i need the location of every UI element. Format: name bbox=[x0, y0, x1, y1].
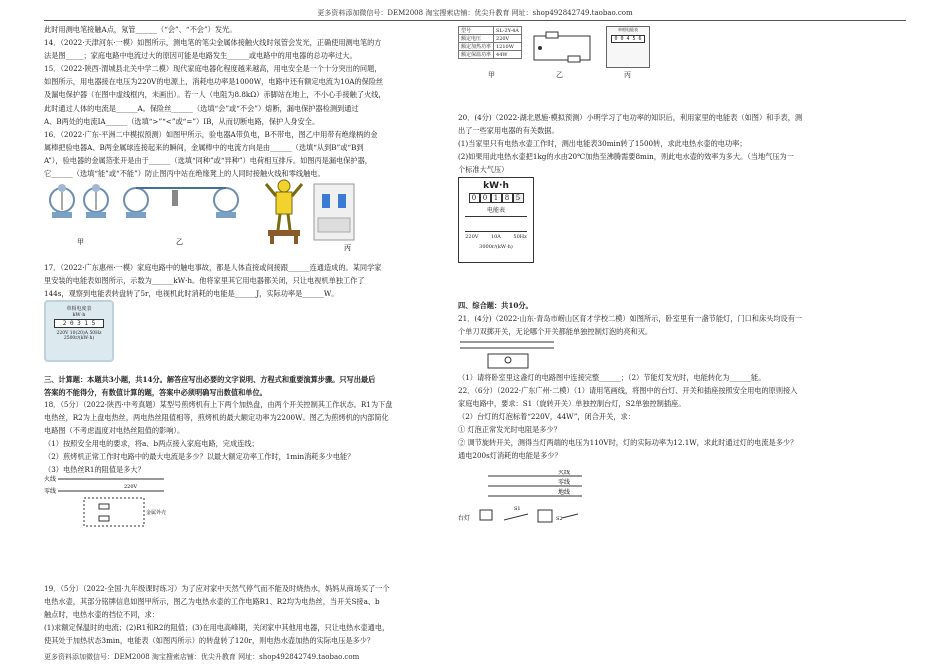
meter-rotor bbox=[465, 216, 527, 232]
text-line: 它______（选填“能”或“不能”）防止图丙中站在绝缘凳上的人同时接触火线和零线触电。 bbox=[44, 169, 325, 179]
q21-circuit bbox=[458, 338, 558, 372]
text-line: （2）煎烤机正常工作时电路中的最大电流是多少？以最大额定功率工作时，1min消耗多少电能？ bbox=[44, 452, 355, 462]
section-4 bbox=[458, 300, 868, 313]
svg-text:220V: 220V bbox=[124, 484, 138, 490]
text-line: 通电200s灯消耗的电能是多少？ bbox=[458, 451, 562, 461]
meter-digit-row bbox=[459, 193, 533, 203]
q20-meter bbox=[458, 177, 534, 263]
q21-block bbox=[458, 313, 868, 339]
nameplate-table: 型号 SL-2Y-4A 额定电压 220V 额定加热功率 1210W 额定保温功率 44W bbox=[458, 26, 522, 59]
meter-name: 电能表 bbox=[486, 207, 505, 214]
text-line: （1）按照安全用电的要求，将a、b两点接入家庭电路，完成连线； bbox=[44, 439, 259, 449]
caption-jia: 甲 bbox=[488, 71, 495, 79]
header-rule bbox=[44, 20, 906, 21]
caption-yi: 乙 bbox=[176, 238, 183, 246]
left-column bbox=[44, 24, 444, 181]
text-line: A、B两处的电流IA______（选填“>”“<”或“=”）IB，从而切断电路，保护人身安全。 bbox=[44, 116, 320, 126]
page-header: 更多资料添加微信号：DEM2008 淘宝搜索店铺：优尖升教育 网址：shop492842749.taobao.com bbox=[317, 9, 633, 17]
text-line: 电热丝，R2为上盘电热丝，两电热丝阻值相等，煎烤机的最大额定功率为2200W。图乙为煎烤机的内部简化 bbox=[44, 413, 389, 423]
text-line: 电热水壶，其部分铭牌信息如图甲所示，图乙为电热水壶的工作电路R1、R2均为电热丝，当开关S接a、b bbox=[44, 597, 380, 607]
caption-jia: 甲 bbox=[77, 238, 84, 246]
meter-specs: 220V 10A 50Hz bbox=[465, 234, 527, 240]
text-line: 使其处于加热状态3min，电能表（如图丙所示）的转盘转了120r，则电热水壶加热的实际电压是多少？ bbox=[44, 636, 375, 646]
text-line: （3）电热丝R1的阻值是多大？ bbox=[44, 465, 145, 475]
text-line: 及漏电保护器（在图中虚线框内，未画出）。若一人（电阻为8.8kΩ）赤脚站在地上，不小心手接触了火线， bbox=[44, 90, 386, 100]
text-line: 电路图（不考虑温度对电热丝阻值的影响）。 bbox=[44, 426, 185, 436]
q22-block bbox=[458, 385, 868, 464]
leakage-protector-icon bbox=[314, 184, 354, 240]
text-line: (1)当家里只有电热水壶工作时，测出电能表30min转了1500转，求此电热水壶的电功率； bbox=[458, 139, 747, 149]
text-line: 个单刀双掷开关，无论哪个开关都能单独控制灯泡的亮和灭。 bbox=[458, 327, 653, 337]
text-line: 此时用测电笔接触A点，氖管______（“会”、“不会”）发光。 bbox=[44, 25, 237, 34]
q19-block bbox=[44, 583, 444, 648]
svg-text:金属外壳: 金属外壳 bbox=[146, 510, 167, 516]
text-line: 18．（5分）（2022·陕西·中考真题）某型号煎烤机有上下两个加热盘，由两个开关控制其工作状态。R1为下盘 bbox=[44, 400, 393, 409]
text-line: 144s，观察到电能表转盘转了5r，电视机此时消耗的电能是______J，实际功率是______W。 bbox=[44, 289, 339, 299]
text-line: 里安装的电能表如图所示，示数为______kW·h。他将家里其它用电器都关闭，只让电视机单独工作了 bbox=[44, 276, 365, 286]
meter19-icon: 单相电能表 0 0 4 5 6 bbox=[606, 26, 650, 68]
svg-text:台灯: 台灯 bbox=[458, 515, 471, 522]
svg-text:S1: S1 bbox=[514, 506, 521, 512]
connected-electroscopes-icon bbox=[124, 188, 238, 218]
meter-digits: 2 0 3 1 5 bbox=[54, 319, 104, 328]
q18-block bbox=[44, 399, 444, 478]
text-line: 21．(4分)（2022·山东·青岛市崂山区育才学校二模）如图所示，卧室里有一盏节能灯，门口和床头均设有一 bbox=[458, 314, 803, 323]
section-heading: 四、综合题：共10分。 bbox=[458, 301, 533, 310]
meter-rev: 2500r/(kW·h) bbox=[63, 336, 95, 341]
text-line: 如图所示，用电器接在电压为220V的电源上，消耗电功率是1000W，电路中还有额定电流为10A的保险丝 bbox=[44, 77, 384, 87]
meter-digit: 1 bbox=[491, 193, 502, 203]
svg-text:火线: 火线 bbox=[558, 470, 571, 476]
section-heading: 三、计算题：本题共3小题，共14分。解答应写出必要的文字说明、方程式和重要演算步骤。只写出最后 bbox=[44, 375, 376, 384]
text-line: （1）请将卧室里这盏灯的电路图中连接完整______；（2）节能灯发光时，电能转化为______能。 bbox=[458, 373, 766, 382]
meter-digit: 5 bbox=[513, 193, 524, 203]
text-line: 个标准大气压） bbox=[458, 165, 509, 175]
section-heading: 答案的不能得分，有数值计算的题，答案中必须明确写出数值和单位。 bbox=[44, 388, 267, 398]
q17-block bbox=[44, 262, 444, 301]
meter-digit: 0 bbox=[469, 193, 480, 203]
text-line: 此时通过人体的电流是______A。保险丝______（选填“会”或“不会”）熔断，漏电保护器检测到通过 bbox=[44, 103, 359, 113]
text-line: 家庭电路中，要求：S1（旋转开关）单独控制台灯，S2单独控制插座。 bbox=[458, 399, 686, 409]
text-line: 14．（2022·天津河东·一模）如图所示，测电笔的笔尖金属体接触火线时氖管会发光，正确使用测电笔的方 bbox=[44, 38, 382, 48]
svg-text:火线: 火线 bbox=[44, 476, 57, 483]
meter-unit: kW·h bbox=[483, 181, 509, 191]
caption-bing: 丙 bbox=[624, 71, 631, 79]
q22-circuit bbox=[458, 470, 588, 544]
text-line: 17．（2022·广东惠州·一模）家庭电路中的触电事故，都是人体直接或间接跟______连通造成的。某同学家 bbox=[44, 263, 382, 272]
heater-circuit-icon bbox=[528, 30, 598, 66]
svg-text:地线: 地线 bbox=[558, 489, 571, 496]
q19-figures bbox=[458, 26, 642, 79]
q18-circuit bbox=[44, 474, 184, 534]
svg-text:零线: 零线 bbox=[558, 479, 571, 486]
desk-lamp-icon bbox=[480, 510, 492, 520]
page-footer: 更多资料添加微信号：DEM2008 淘宝搜索店铺：优尖升教育 网址：shop492842749.taobao.com bbox=[44, 653, 360, 661]
text-line: （2）台灯的灯泡标着“220V，44W”，闭合开关，求： bbox=[458, 412, 635, 422]
section-3 bbox=[44, 374, 444, 400]
q17-meter bbox=[44, 300, 114, 362]
meter-digit: 0 bbox=[480, 193, 491, 203]
q16-figures bbox=[44, 178, 374, 254]
electroscope-a-icon bbox=[50, 184, 74, 218]
svg-text:S2: S2 bbox=[556, 516, 563, 522]
text-line: 16．（2022·广东·平洲二中模拟预测）如图甲所示，验电器A带负电，B不带电，图乙中用带有绝缘柄的金 bbox=[44, 129, 378, 139]
text-line: 触点时，电热水壶的挡位不同，求： bbox=[44, 610, 160, 620]
text-line: (2)如果用此电热水壶把1kg的水由20℃加热至沸腾需要8min，则此电水壶的效率为多大。（当地气压为一 bbox=[458, 152, 794, 162]
text-line: 22．（6分）（2022·广东广州·二模）（1）请用笔画线，将图中的台灯、开关和插座按照安全用电的原则接入 bbox=[458, 386, 798, 395]
meter-digit: 8 bbox=[502, 193, 513, 203]
text-line: 法是图_____；家庭电路中电流过大的原因可能是电路发生______或电路中的用电器的总功率过大。 bbox=[44, 51, 357, 61]
text-line: 19．（5分）（2022·全国·九年级课时练习）为了应对家中天然气停气而不能及时烧热水，妈妈从商场买了一个 bbox=[44, 584, 390, 593]
meter-unit: kW·h bbox=[72, 312, 86, 318]
q20-block bbox=[458, 112, 868, 177]
meter-title: 单相电度表 bbox=[66, 306, 92, 312]
text-line: ② 调节旋转开关，测得当灯两端的电压为110V时，灯的实际功率为12.1W，求此时通过灯的电流是多少？ bbox=[458, 438, 798, 448]
q21b-line bbox=[458, 372, 868, 385]
text-line: 15．（2022·陕西·渭城县北关中学二模）现代家庭电器化程度越来越高，用电安全是一个十分突出的问题， bbox=[44, 64, 382, 74]
electroscope-b-icon bbox=[84, 184, 108, 218]
text-line: 出了一些家用电器的有关数据。 bbox=[458, 126, 559, 136]
caption-yi: 乙 bbox=[556, 71, 563, 79]
text-line: A”），验电器的金属箔张开是由于______（选填“同种”或“异种”）电荷相互排斥。如图丙是漏电保护器， bbox=[44, 155, 372, 165]
svg-text:零线: 零线 bbox=[44, 488, 57, 495]
text-line: ① 灯泡正常发光时电阻是多少？ bbox=[458, 425, 561, 435]
meter-spec: 220V 10(20)A 50Hz bbox=[56, 331, 102, 336]
person-on-stool-icon bbox=[266, 180, 302, 244]
caption-bing: 丙 bbox=[344, 244, 351, 252]
text-line: 属棒把验电器A、B两金属球连接起来的瞬间，金属棒中的电流方向是由______（选填“从到B”或“B到 bbox=[44, 142, 364, 152]
text-line: 20．(4分)（2022·湖北恩施·模拟预测）小明学习了电功率的知识后，利用家里的电能表（如图）和手表，测 bbox=[458, 113, 803, 122]
text-line: (1)求额定保温时的电流；(2)R1和R2的阻值；(3)在用电高峰期，关闭家中其他用电器，只让电热水壶通电， bbox=[44, 623, 390, 633]
meter-rev: 3000r/(kW·h) bbox=[479, 244, 513, 250]
